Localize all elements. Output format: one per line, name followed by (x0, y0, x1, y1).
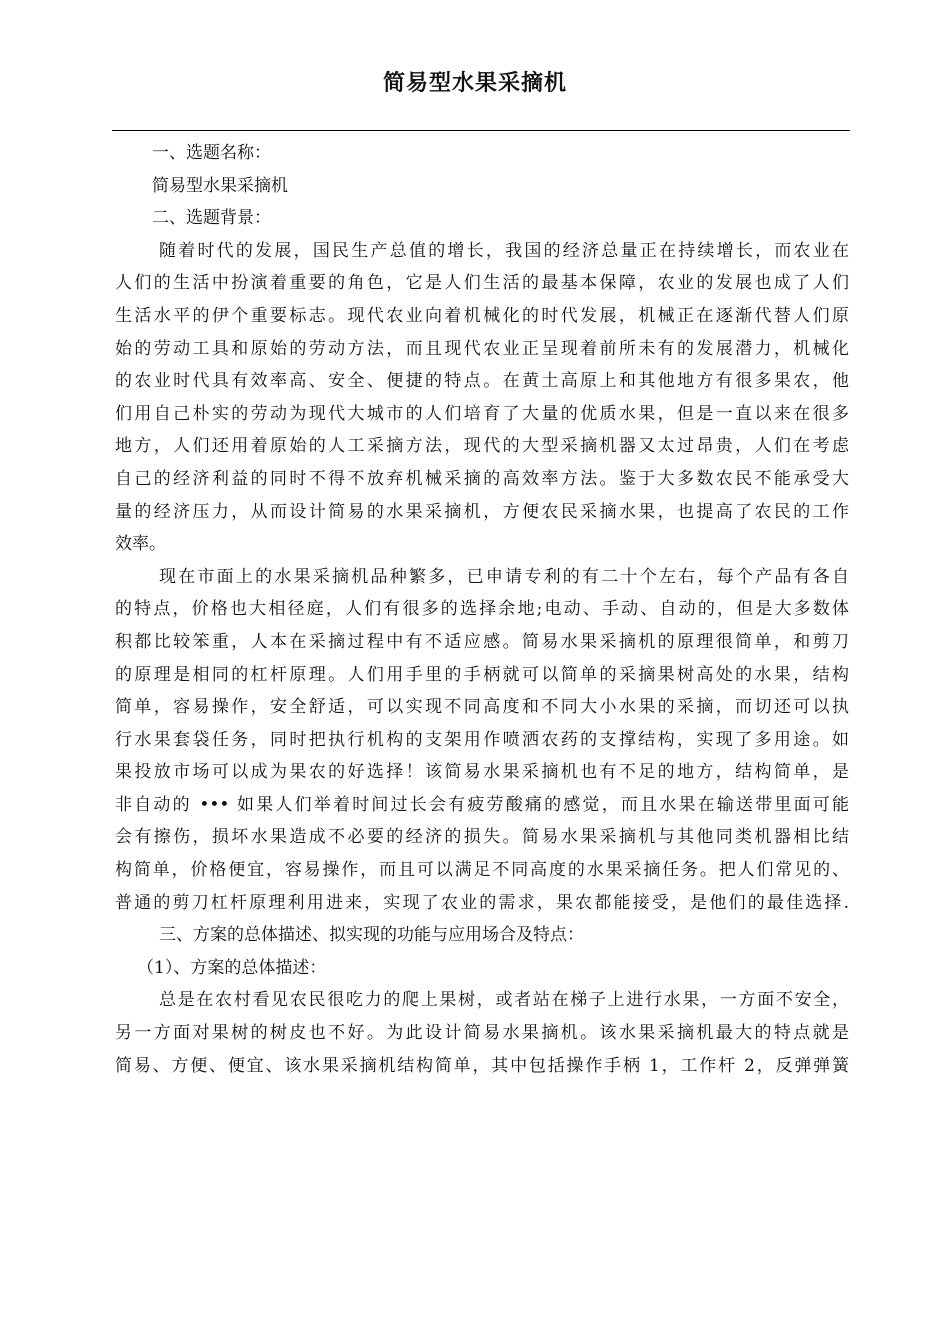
paragraph-line: 行水果套袋任务，同时把执行机构的支架用作喷洒农药的支撑结构，实现了多用途。如 (115, 729, 849, 750)
paragraph-line: 的特点，价格也大相径庭，人们有很多的选择余地;电动、手动、自动的，但是大多数体 (115, 599, 849, 620)
paragraph-line: 随着时代的发展，国民生产总值的增长，我国的经济总量正在持续增长，而农业在 (159, 240, 849, 261)
paragraph-line: 效率。 (115, 534, 166, 555)
paragraph-line: 简单，容易操作，安全舒适，可以实现不同高度和不同大小水果的采摘，而切还可以执 (115, 697, 849, 718)
paragraph-line: 普通的剪刀杠杆原理利用进来，实现了农业的需求，果农都能接受，是他们的最佳选择. (115, 892, 849, 913)
paragraph-line: 们用自己朴实的劳动为现代大城市的人们培育了大量的优质水果，但是一直以来在很多 (115, 403, 849, 424)
subsection-heading-overview: （1）、方案的总体描述： (137, 957, 327, 978)
paragraph-line: 积都比较笨重，人本在采摘过程中有不适应感。简易水果采摘机的原理很简单，和剪刀 (115, 631, 849, 652)
paragraph-line: 总是在农村看见农民很吃力的爬上果树，或者站在梯子上进行水果，一方面不安全， (159, 990, 849, 1011)
paragraph-line: 人们的生活中扮演着重要的角色，它是人们生活的最基本保障，农业的发展也成了人们 (115, 273, 849, 294)
paragraph-line: 始的劳动工具和原始的劳动方法，而且现代农业正呈现着前所未有的发展潜力，机械化 (115, 338, 849, 359)
document-title: 简易型水果采摘机 (382, 71, 567, 96)
scheme-paragraph-1 (115, 984, 849, 1082)
paragraph-line: 地方，人们还用着原始的人工采摘方法，现代的大型采摘机器又太过昂贵，人们在考虑 (115, 436, 849, 457)
paragraph-line: 的原理是相同的杠杆原理。人们用手里的手柄就可以简单的采摘果树高处的水果，结构 (115, 664, 849, 685)
paragraph-line: 简易、方便、便宜、该水果采摘机结构简单，其中包括操作手柄 1，工作杆 2，反弹弹簧 (115, 1055, 849, 1076)
paragraph-line: 果投放市场可以成为果农的好选择！该简易水果采摘机也有不足的地方，结构简单，是 (115, 762, 849, 783)
title-divider (112, 130, 850, 131)
background-paragraph-1 (115, 235, 849, 561)
paragraph-line: 另一方面对果树的树皮也不好。为此设计简易水果摘机。该水果采摘机最大的特点就是 (115, 1023, 849, 1044)
paragraph-line: 现在市面上的水果采摘机品种繁多，已申请专利的有二十个左右，每个产品有各自 (159, 566, 849, 587)
section-heading-topic: 一、选题名称： (152, 143, 271, 163)
paragraph-line: 自己的经济利益的同时不得不放弃机械采摘的高效率方法。鉴于大多数农民不能承受大 (115, 468, 849, 489)
document-body (115, 137, 849, 1082)
paragraph-line: 量的经济压力，从而设计简易的水果采摘机，方便农民采摘水果，也提高了农民的工作 (115, 501, 849, 522)
paragraph-line: 非自动的 ••• 如果人们举着时间过长会有疲劳酸痛的感觉，而且水果在输送带里面可能 (115, 794, 849, 815)
paragraph-line: 的农业时代具有效率高、安全、便捷的特点。在黄土高原上和其他地方有很多果农，他 (115, 371, 849, 392)
section-heading-scheme: 三、方案的总体描述、拟实现的功能与应用场合及特点： (159, 925, 584, 946)
topic-name: 简易型水果采摘机 (152, 175, 288, 196)
paragraph-line: 会有擦伤，损坏水果造成不必要的经济的损失。简易水果采摘机与其他同类机器相比结 (115, 827, 849, 848)
paragraph-line: 生活水平的伊个重要标志。现代农业向着机械化的时代发展，机械正在逐渐代替人们原 (115, 305, 849, 326)
background-paragraph-2 (115, 561, 849, 920)
section-heading-background: 二、选题背景： (152, 208, 271, 229)
paragraph-line: 构简单，价格便宜，容易操作，而且可以满足不同高度的水果采摘任务。把人们常见的、 (115, 860, 849, 881)
